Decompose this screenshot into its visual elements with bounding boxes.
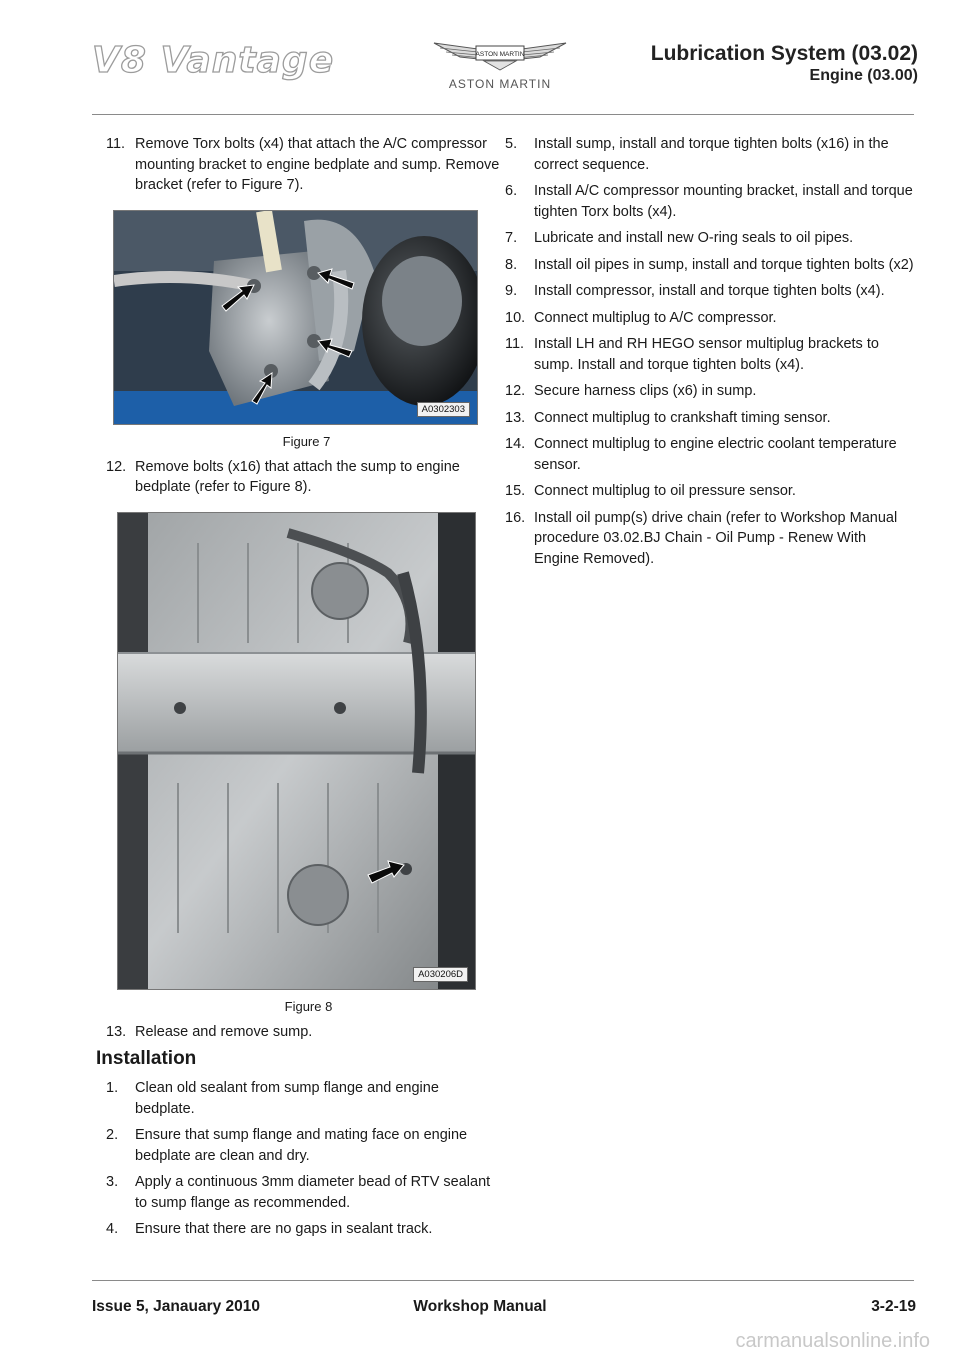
- list-item: [106, 1022, 500, 1043]
- step-number: 5.: [505, 136, 518, 152]
- image-code: A0302303: [417, 402, 470, 417]
- list-item: [505, 408, 915, 429]
- step-number: 11.: [106, 136, 126, 152]
- step-number: 6.: [505, 183, 518, 199]
- step-text: Clean old sealant from sump flange and engine bedplate.: [135, 1080, 439, 1117]
- step-number: 14.: [505, 436, 526, 452]
- compressor-bracket-photo: [114, 211, 477, 424]
- step-text: Install LH and RH HEGO sensor multiplug brackets to sump. Install and torque tighten bolts (x4).: [534, 336, 879, 373]
- list-item: [106, 457, 500, 498]
- step-text: Lubricate and install new O-ring seals to oil pipes.: [534, 230, 854, 246]
- badge-text: ASTON MARTIN: [475, 51, 525, 58]
- step-text: Apply a continuous 3mm diameter bead of RTV sealant to sump flange as recommended.: [135, 1174, 491, 1211]
- footer-manual: Workshop Manual: [413, 1298, 547, 1315]
- step-text: Install sump, install and torque tighten bolts (x16) in the correct sequence.: [534, 136, 889, 173]
- list-item: [106, 1172, 500, 1213]
- step-number: 13.: [505, 409, 526, 426]
- list-item: [106, 1125, 500, 1166]
- step-text: Install A/C compressor mounting bracket, install and torque tighten Torx bolts (x4).: [534, 183, 913, 220]
- step-text: Ensure that sump flange and mating face on engine bedplate are clean and dry.: [135, 1127, 468, 1164]
- footer-issue: Issue 5, Janauary 2010: [92, 1298, 261, 1315]
- step-text: Remove bolts (x16) that attach the sump to engine bedplate (refer to Figure 8).: [135, 458, 460, 495]
- step-number: 4.: [106, 1221, 119, 1237]
- footer-divider: [92, 1280, 914, 1281]
- installation-heading: Installation: [96, 1048, 197, 1069]
- step-number: 11.: [505, 336, 525, 352]
- step-text: Install oil pipes in sump, install and torque tighten bolts (x2): [534, 256, 914, 273]
- list-item: [505, 381, 915, 402]
- section-title: Lubrication System (03.02): [650, 42, 918, 65]
- figure-7-photo: [113, 210, 478, 425]
- left-column: [96, 134, 500, 1246]
- step-number: 3.: [106, 1174, 119, 1190]
- step-number: 15.: [505, 483, 526, 499]
- step-text: Connect multiplug to A/C compressor.: [534, 309, 777, 326]
- list-item: [505, 434, 915, 475]
- figure-8: [117, 512, 500, 1014]
- brand-logo: [430, 40, 570, 91]
- list-item: [505, 228, 915, 249]
- step-text: Connect multiplug to oil pressure sensor.: [534, 483, 796, 499]
- step-number: 10.: [505, 309, 526, 326]
- model-logo: V8 Vantage: [92, 40, 335, 81]
- step-text: Install compressor, install and torque tighten bolts (x4).: [534, 283, 885, 299]
- step-number: 8.: [505, 256, 518, 273]
- figure-caption: Figure 8: [284, 998, 333, 1014]
- step-text: Ensure that there are no gaps in sealant track.: [135, 1221, 433, 1237]
- aston-martin-wings-icon: [432, 40, 568, 72]
- list-item: [505, 481, 915, 502]
- step-text: Secure harness clips (x6) in sump.: [534, 383, 757, 399]
- step-number: 2.: [106, 1127, 119, 1143]
- list-item: [505, 334, 915, 375]
- watermark: carmanualsonline.info: [735, 1330, 930, 1352]
- list-item: [505, 134, 915, 175]
- list-item: [505, 508, 915, 570]
- step-text: Connect multiplug to engine electric coolant temperature sensor.: [534, 436, 897, 473]
- list-item: [505, 181, 915, 222]
- list-item: [106, 1219, 500, 1240]
- list-item: [505, 281, 915, 302]
- page-header-title: [651, 42, 918, 86]
- list-item: [106, 134, 500, 196]
- step-text: Install oil pump(s) drive chain (refer to Workshop Manual procedure 03.02.BJ Chain - Oil Pump - Renew With Engine Removed).: [534, 509, 898, 567]
- sump-underside-photo: [118, 513, 475, 989]
- list-item: [106, 1078, 500, 1119]
- step-number: 13.: [106, 1023, 127, 1040]
- step-number: 12.: [505, 383, 526, 399]
- figure-8-photo: [117, 512, 476, 990]
- step-number: 12.: [106, 458, 127, 475]
- step-number: 9.: [505, 283, 518, 299]
- figure-7: [113, 210, 500, 449]
- header-divider: [92, 114, 914, 115]
- step-text: Connect multiplug to crankshaft timing sensor.: [534, 409, 831, 426]
- figure-caption: Figure 7: [282, 433, 331, 449]
- brand-name: ASTON MARTIN: [448, 77, 552, 91]
- step-text: Remove Torx bolts (x4) that attach the A/C compressor mounting bracket to engine bedplate and sump. Remove bracket (refer to Figure 7).: [135, 136, 500, 193]
- list-item: [505, 308, 915, 329]
- step-text: Release and remove sump.: [135, 1023, 313, 1040]
- step-number: 1.: [106, 1080, 119, 1096]
- footer-page-number: 3-2-19: [871, 1298, 916, 1315]
- right-column: [505, 134, 915, 575]
- section-subtitle: Engine (03.00): [809, 67, 918, 84]
- list-item: [505, 255, 915, 276]
- step-number: 7.: [505, 230, 518, 246]
- step-number: 16.: [505, 509, 526, 526]
- image-code: A030206D: [413, 967, 468, 982]
